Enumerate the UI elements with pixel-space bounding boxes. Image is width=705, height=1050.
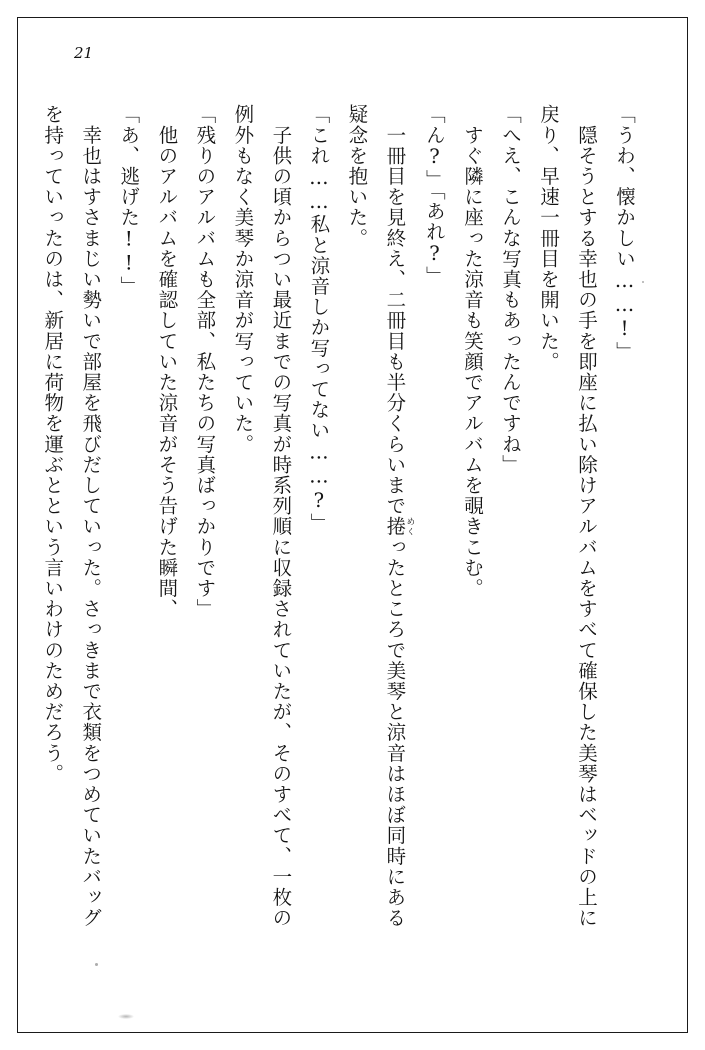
paper-speck <box>642 281 644 283</box>
paragraph-12: 幸也はすさまじい勢いで部屋を飛びだしていった。さっきまで衣類をつめていたバッグを持っていったのは、新居に荷物を運ぶとという言いわけのためだろう。 <box>41 104 103 928</box>
paragraph-5: 「ん?」「あれ?」 <box>422 104 446 287</box>
ruby-meku: 捲めく <box>383 516 415 537</box>
paragraph-7: 「これ……私と涼音しか写ってない……?」 <box>307 104 331 534</box>
page-number: 21 <box>74 44 94 62</box>
paragraph-9: 「残りのアルバムも全部、私たちの写真ばっかりです」 <box>193 104 217 619</box>
paragraph-1: 「うわ、懐かしい……!」 <box>613 104 636 362</box>
paragraph-8: 子供の頃からつい最近までの写真が時系列順に収録されていたが、そのすべて、一枚の例外もなく美琴か涼音が写っていた。 <box>231 104 293 928</box>
page-body-text <box>41 104 643 934</box>
paragraph-10: 他のアルバムを確認していた涼音がそう告げた瞬間、 <box>155 104 179 619</box>
paragraph-3: 「へえ、こんな写真もあったんですね」 <box>498 104 522 475</box>
paragraph-4: すぐ隣に座った涼音も笑顔でアルバムを覗きこむ。 <box>460 104 484 599</box>
paper-smudge <box>118 1014 134 1019</box>
paragraph-6: 一冊目を見終え、二冊目も半分くらいまで捲めくったところで美琴と涼音はほぼ同時にある疑念を抱いた。 <box>345 104 415 929</box>
paragraph-2: 隠そうとする幸也の手を即座に払い除けアルバムをすべて確保した美琴はベッドの上に戻り、早速一冊目を開いた。 <box>536 104 598 928</box>
paper-speck <box>95 963 98 966</box>
paragraph-11: 「あ、逃げた!!」 <box>117 104 141 297</box>
